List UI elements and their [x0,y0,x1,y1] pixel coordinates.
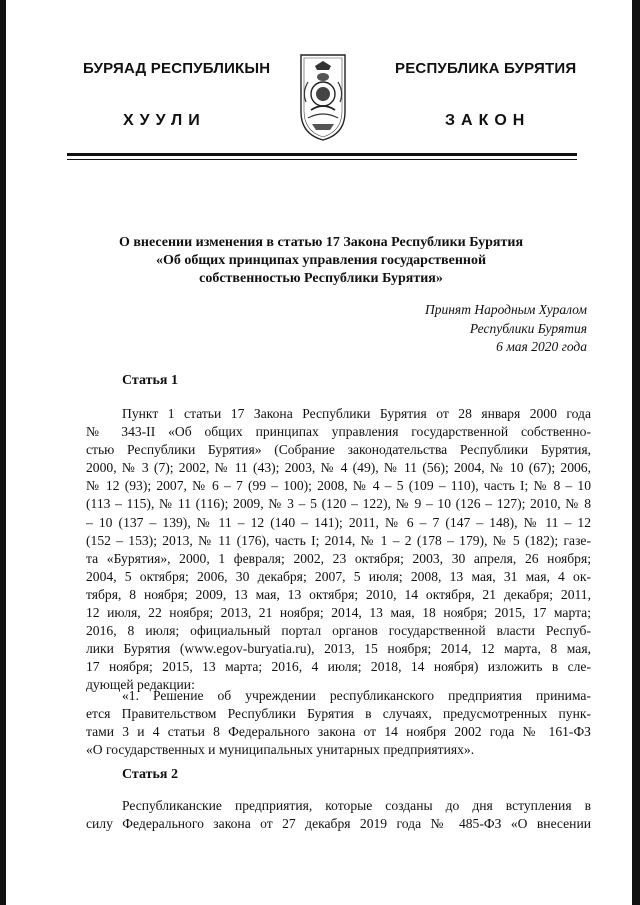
text-line: Республиканские предприятия, которые созданы до дня вступления в [122,798,591,813]
law-title-line: О внесении изменения в статью 17 Закона Республики Бурятия [118,235,524,250]
text-line: 12 июля, 22 ноября; 2013, 21 ноября; 2014, 13 мая, 18 ноября; 2015, 17 марта; [86,605,591,621]
header-russian-republic: РЕСПУБЛИКА БУРЯТИЯ [395,60,577,77]
text-line: тября, 8 ноября; 2009, 13 мая, 13 октября; 2010, 14 октября, 21 декабря; 2011, [86,586,591,602]
article-1-heading: Статья 1 [122,373,178,388]
scan-edge-right [632,0,640,905]
article-1-paragraph-1 [86,405,591,695]
text-line: стью Республики Бурятия» (Собрание законодательства Республики Бурятия, [86,442,591,458]
header-rule-thick [67,153,577,156]
text-line: та «Бурятия», 2000, 1 февраля; 2002, 23 октября; 2003, 30 апреля, 26 ноября; [86,550,591,566]
text-line: тами 3 и 4 статьи 8 Федерального закона от 14 ноября 2002 года № 161-ФЗ [86,724,591,740]
text-line: № 343-II «Об общих принципах управления государственной собственно- [86,424,591,440]
header-russian-law: ЗАКОН [445,112,531,129]
text-line: – 10 (137 – 139), № 11 – 12 (140 – 141); 2011, № 6 – 7 (147 – 148), № 11 – 12 [86,514,591,530]
text-line: 2000, № 3 (7); 2002, № 11 (43); 2003, № 4 (49), № 11 (56); 2004, № 10 (67); 2006, [86,460,591,476]
law-title [90,234,552,288]
adoption-line: Республики Бурятия [469,320,587,336]
text-line: «О государственных и муниципальных унитарных предприятиях». [86,742,475,758]
adoption-line: 6 мая 2020 года [496,339,587,354]
text-line: 17 ноября; 2015, 13 марта; 2016, 4 июля; 2018, 14 ноября) изложить в сле- [86,659,591,675]
text-line: «1. Решение об учреждении республиканского предприятия принима- [122,688,591,703]
text-line: (152 – 153); 2013, № 11 (176), часть I; 2014, № 1 – 2 (178 – 179), № 5 (182); газе- [86,532,591,548]
coat-of-arms-icon [298,52,348,142]
article-1-paragraph-2 [86,687,591,759]
article-2-heading: Статья 2 [122,767,178,782]
header-rule-thin [67,159,577,160]
scan-edge-left [0,0,6,905]
adoption-line: Принят Народным Хуралом [424,302,587,317]
text-line: Пункт 1 статьи 17 Закона Республики Бурятия от 28 января 2000 года [122,406,591,421]
text-line: силу Федерального закона от 27 декабря 2019 года № 485-ФЗ «О внесении [86,816,591,832]
header-buryat-republic: БУРЯАД РЕСПУБЛИКЫН [83,60,271,77]
text-line: (113 – 115), № 11 (116); 2009, № 3 – 5 (120 – 122), № 9 – 10 (126 – 127); 2010, № 8 [86,496,591,512]
article-2-paragraph-1 [86,797,591,833]
text-line: лики Бурятия (www.egov-buryatia.ru), 2013, 15 ноября; 2014, 12 марта, 8 мая, [86,641,591,657]
text-line: 2004, 5 октября; 2006, 30 декабря; 2007, 5 июля; 2008, 13 мая, 31 мая, 4 ок- [86,568,591,584]
text-line: 2016, 8 июля; официальный портал органов государственной власти Респуб- [86,623,591,639]
text-line: № 12 (93); 2007, № 6 – 7 (99 – 100); 2008, № 4 – 5 (109 – 110), часть I; № 8 – 10 [86,478,591,494]
text-line: дующей редакции: [86,677,195,693]
law-title-line: собственностью Республики Бурятия» [199,271,443,286]
header-buryat-law: ХУУЛИ [123,112,206,129]
law-title-line: «Об общих принципах управления государственной [155,253,487,268]
text-line: ется Правительством Республики Бурятия в случаях, предусмотренных пунк- [86,706,591,722]
adoption-note [330,301,587,357]
